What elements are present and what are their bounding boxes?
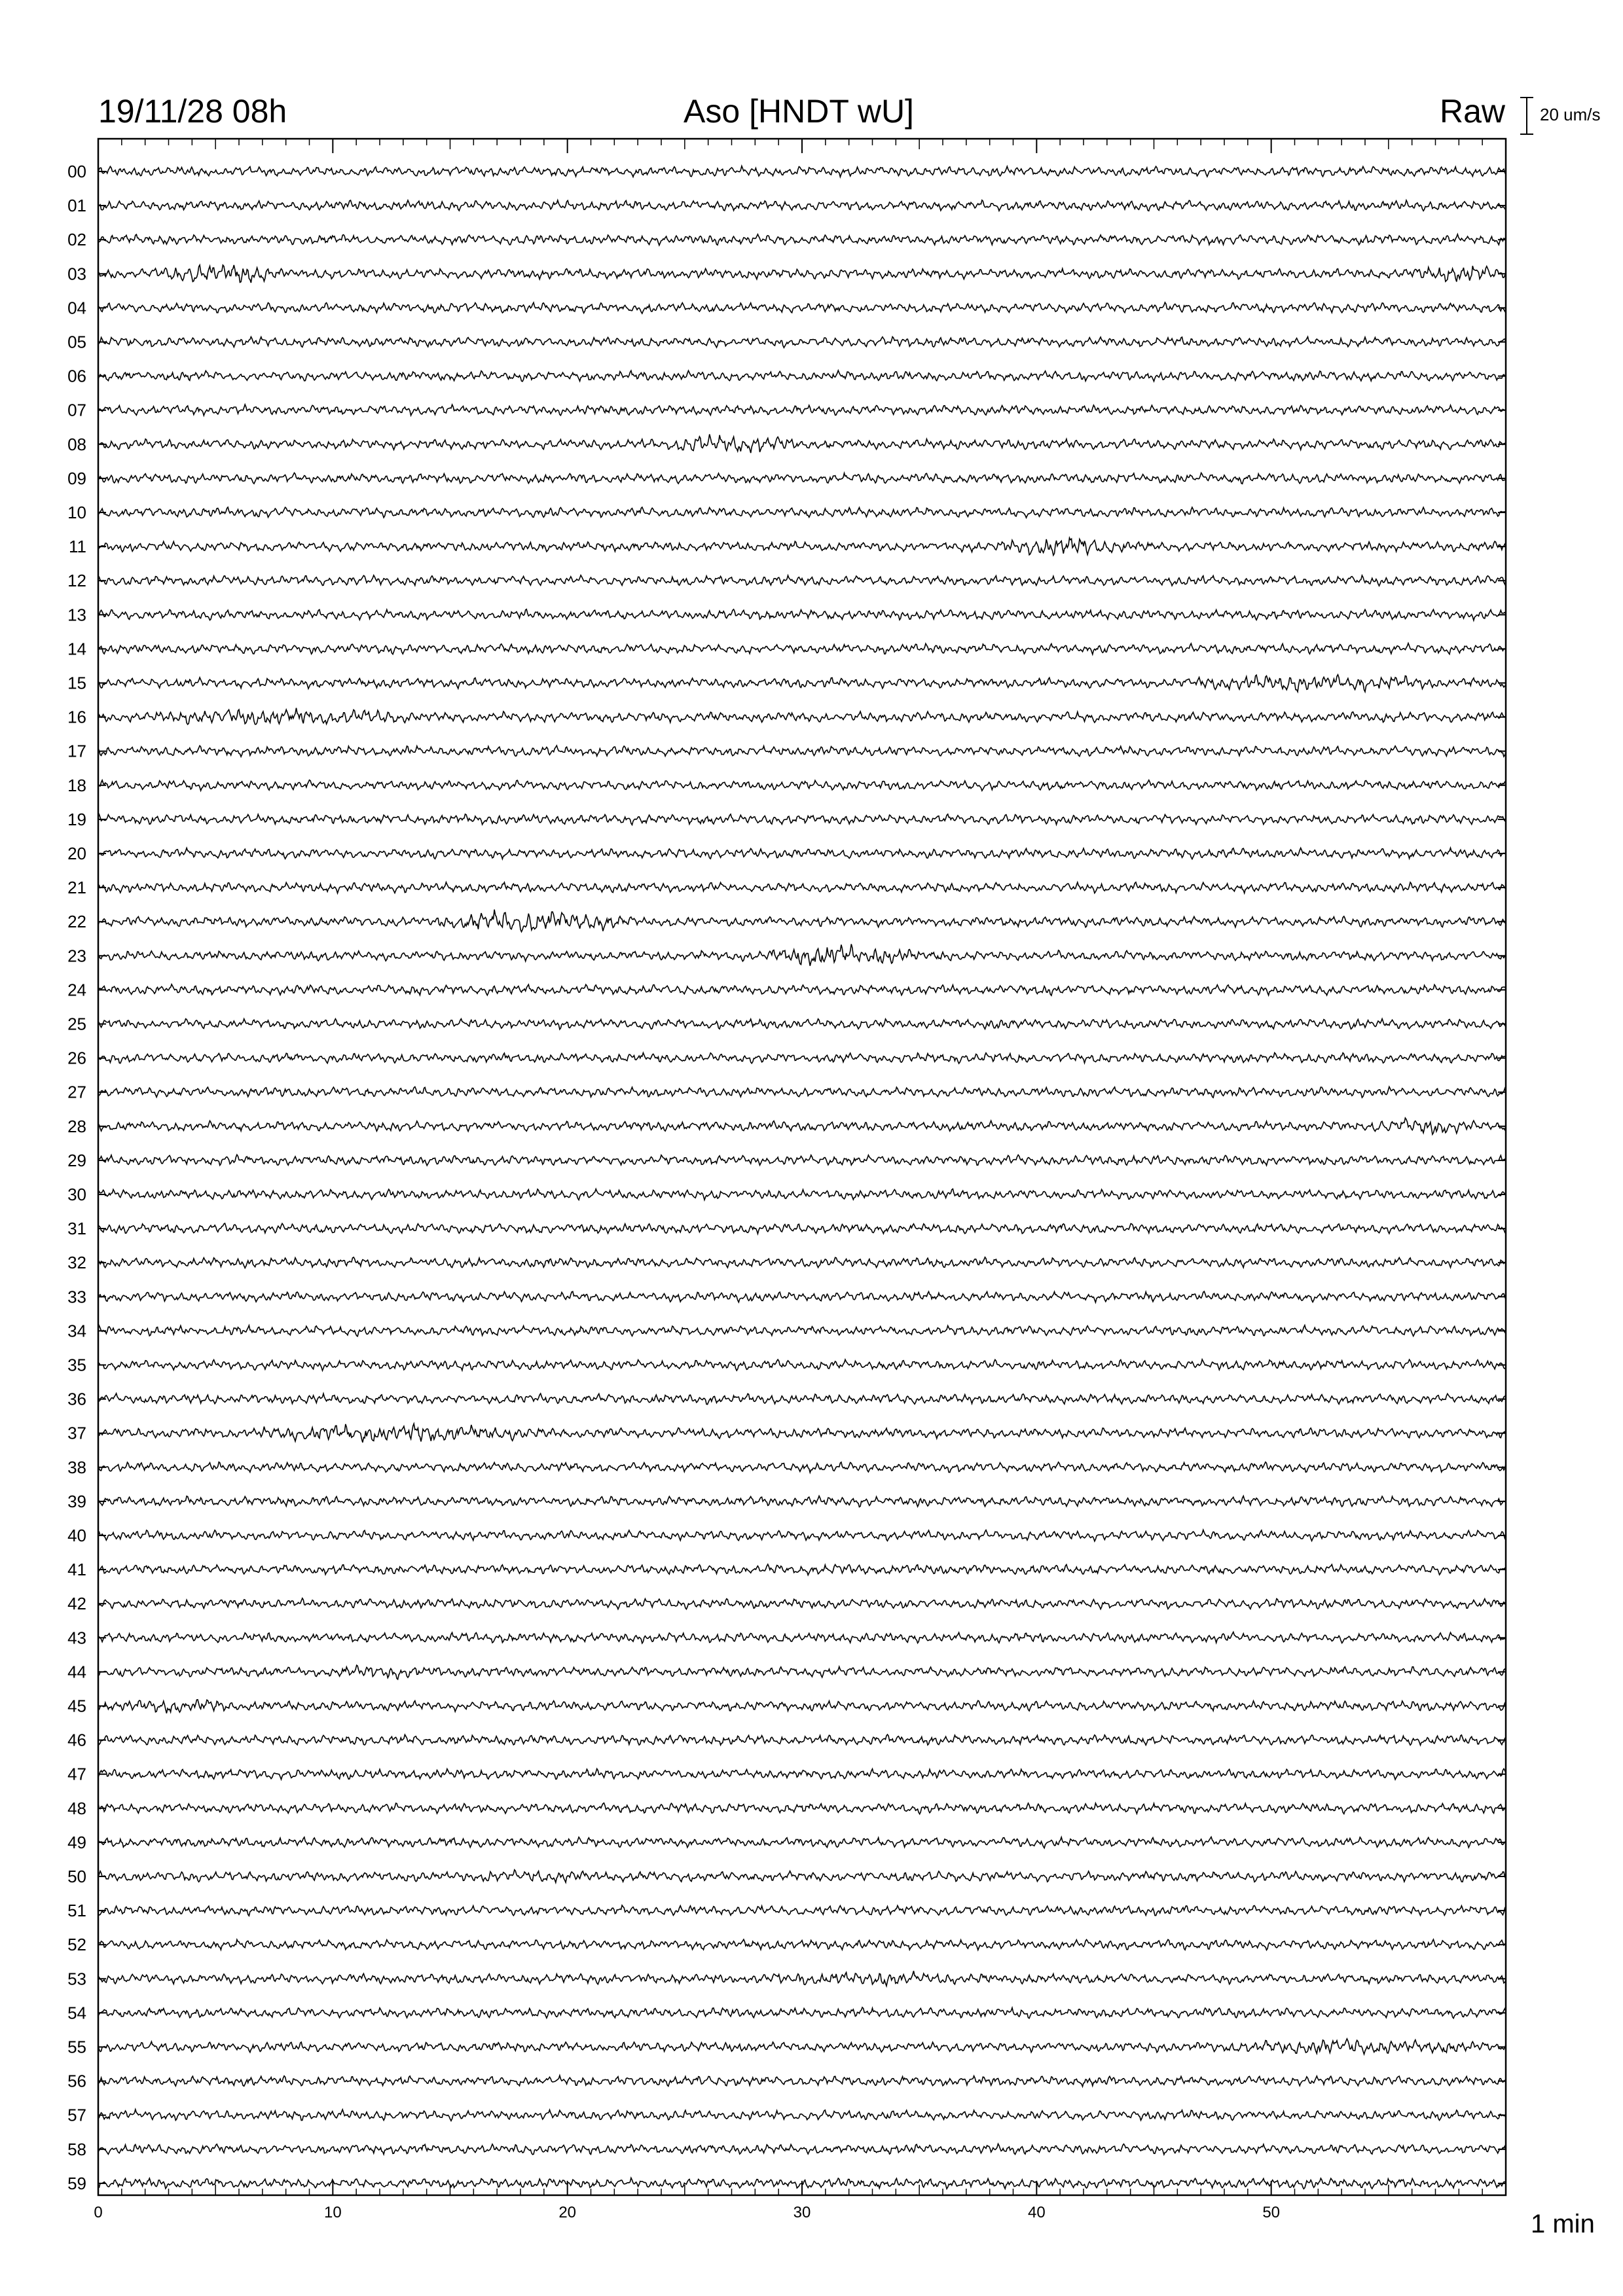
row-label-40: 40 [67,1526,86,1545]
trace-54 [98,2007,1506,2018]
trace-52 [98,1939,1506,1950]
row-label-55: 55 [67,2037,86,2057]
trace-24 [98,984,1506,996]
mode-label: Raw [1439,93,1505,130]
trace-20 [98,848,1506,859]
trace-35 [98,1359,1506,1371]
row-label-50: 50 [67,1867,86,1886]
trace-18 [98,780,1506,791]
row-label-45: 45 [67,1696,86,1716]
row-label-49: 49 [67,1832,86,1852]
trace-16 [98,708,1506,725]
row-label-19: 19 [67,809,86,829]
row-label-30: 30 [67,1185,86,1204]
trace-45 [98,1700,1506,1713]
x-tick-label-40: 40 [1027,2204,1046,2221]
row-label-23: 23 [67,946,86,966]
trace-23 [98,944,1506,965]
trace-51 [98,1905,1506,1916]
row-label-59: 59 [67,2173,86,2193]
row-label-17: 17 [67,741,86,761]
row-label-03: 03 [67,264,86,284]
row-label-12: 12 [67,571,86,591]
x-tick-label-20: 20 [558,2204,577,2221]
trace-13 [98,609,1506,620]
row-label-00: 00 [67,162,86,181]
trace-09 [98,473,1506,484]
trace-17 [98,745,1506,757]
row-label-10: 10 [67,503,86,522]
row-label-54: 54 [67,2003,86,2023]
row-label-52: 52 [67,1935,86,1955]
row-label-31: 31 [67,1219,86,1239]
row-label-20: 20 [67,844,86,863]
trace-47 [98,1768,1506,1780]
plot-frame [98,139,1506,2195]
row-label-25: 25 [67,1014,86,1034]
trace-21 [98,882,1506,893]
row-label-57: 57 [67,2105,86,2125]
trace-08 [98,435,1506,454]
trace-33 [98,1291,1506,1302]
row-label-39: 39 [67,1491,86,1511]
trace-48 [98,1803,1506,1814]
row-label-28: 28 [67,1116,86,1136]
trace-56 [98,2075,1506,2087]
trace-27 [98,1086,1506,1098]
trace-26 [98,1053,1506,1064]
trace-07 [98,404,1506,416]
row-label-06: 06 [67,366,86,386]
row-label-42: 42 [67,1594,86,1614]
trace-28 [98,1118,1506,1134]
trace-00 [98,166,1506,177]
trace-05 [98,337,1506,348]
row-label-38: 38 [67,1457,86,1477]
row-label-43: 43 [67,1628,86,1648]
trace-01 [98,200,1506,211]
trace-30 [98,1189,1506,1200]
row-label-21: 21 [67,878,86,898]
row-label-09: 09 [67,468,86,488]
trace-02 [98,234,1506,245]
trace-34 [98,1325,1506,1336]
row-label-41: 41 [67,1560,86,1580]
trace-49 [98,1837,1506,1848]
trace-57 [98,2109,1506,2121]
trace-32 [98,1257,1506,1268]
trace-group [98,166,1506,2189]
row-label-35: 35 [67,1355,86,1375]
trace-38 [98,1462,1506,1473]
row-label-05: 05 [67,332,86,352]
row-label-48: 48 [67,1798,86,1818]
trace-43 [98,1632,1506,1643]
trace-31 [98,1223,1506,1234]
trace-03 [98,265,1506,283]
row-label-44: 44 [67,1662,86,1682]
row-label-53: 53 [67,1969,86,1989]
trace-50 [98,1870,1506,1883]
row-label-08: 08 [67,434,86,454]
row-label-36: 36 [67,1389,86,1409]
trace-04 [98,302,1506,314]
y-axis-labels [67,162,1506,2193]
row-label-07: 07 [67,400,86,420]
row-label-15: 15 [67,673,86,693]
row-label-47: 47 [67,1764,86,1784]
row-label-32: 32 [67,1253,86,1273]
trace-25 [98,1019,1506,1030]
row-label-04: 04 [67,298,86,318]
trace-53 [98,1971,1506,1986]
row-label-16: 16 [67,707,86,727]
row-label-29: 29 [67,1150,86,1170]
row-label-01: 01 [67,196,86,216]
x-tick-label-50: 50 [1262,2204,1281,2221]
row-label-22: 22 [67,912,86,932]
trace-11 [98,538,1506,556]
trace-40 [98,1530,1506,1541]
trace-29 [98,1155,1506,1166]
row-label-02: 02 [67,230,86,250]
row-label-26: 26 [67,1048,86,1068]
x-tick-label-0: 0 [94,2204,103,2221]
trace-19 [98,814,1506,825]
row-label-13: 13 [67,605,86,625]
trace-10 [98,507,1506,518]
trace-42 [98,1598,1506,1609]
trace-41 [98,1564,1506,1575]
row-label-18: 18 [67,775,86,795]
row-label-56: 56 [67,2071,86,2091]
x-axis-unit-label: 1 min [1531,2210,1595,2238]
trace-14 [98,643,1506,655]
row-label-33: 33 [67,1287,86,1307]
trace-36 [98,1393,1506,1405]
row-label-11: 11 [69,537,86,557]
trace-39 [98,1496,1506,1507]
row-label-37: 37 [67,1423,86,1443]
trace-22 [98,910,1506,932]
trace-55 [98,2039,1506,2054]
row-label-46: 46 [67,1730,86,1750]
row-label-27: 27 [67,1082,86,1102]
x-tick-label-10: 10 [323,2204,342,2221]
trace-58 [98,2144,1506,2155]
row-label-34: 34 [67,1321,86,1341]
trace-44 [98,1665,1506,1679]
trace-12 [98,575,1506,586]
trace-15 [98,675,1506,692]
amplitude-scale-label: 20 um/s [1540,105,1601,124]
x-tick-label-30: 30 [793,2204,811,2221]
row-label-24: 24 [67,980,86,1000]
trace-37 [98,1424,1506,1443]
x-axis-ticks [94,139,1506,2221]
row-label-14: 14 [67,639,86,659]
date-hour-label: 19/11/28 08h [98,93,287,130]
trace-46 [98,1734,1506,1745]
trace-06 [98,370,1506,382]
row-label-58: 58 [67,2139,86,2159]
row-label-51: 51 [67,1901,86,1921]
station-title: Aso [HNDT wU] [684,93,914,130]
